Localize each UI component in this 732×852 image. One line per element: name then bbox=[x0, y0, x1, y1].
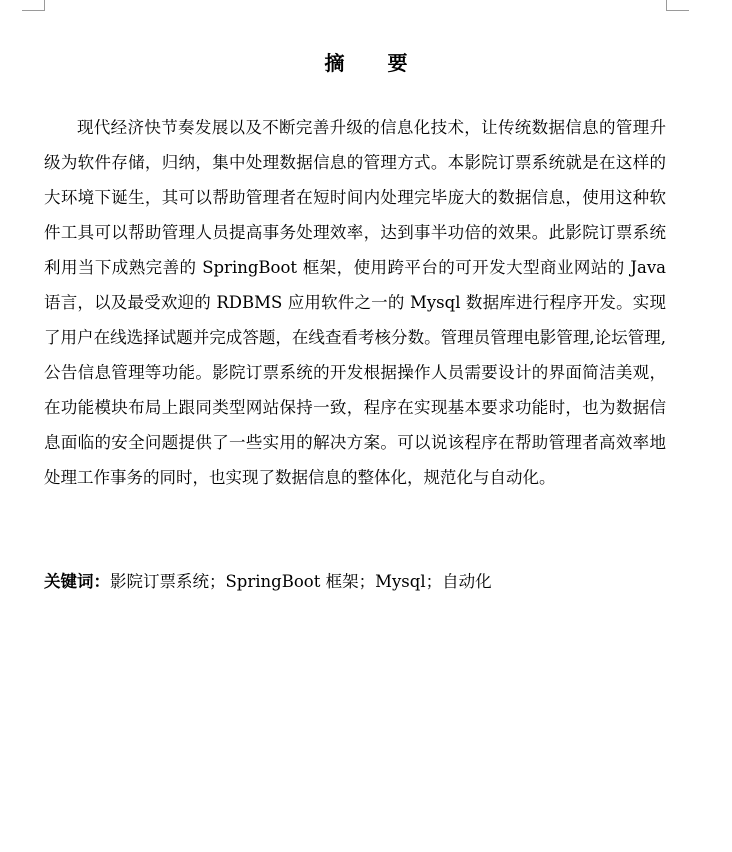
keywords-label: 关键词： bbox=[44, 572, 110, 591]
page-corner-mark-right bbox=[666, 0, 689, 11]
keywords-line bbox=[44, 568, 666, 596]
abstract-title: 摘 要 bbox=[324, 51, 426, 75]
abstract-paragraph: 现代经济快节奏发展以及不断完善升级的信息化技术，让传统数据信息的管理升级为软件存储，归纳，集中处理数据信息的管理方式。本影院订票系统就是在这样的大环境下诞生，其可以帮助管理者在短时间内处理完毕庞大的数据信息，使用这种软件工具可以帮助管理人员提高事务处理效率，达到事半功倍的效果。此影院订票系统利用当下成熟完善的 SpringBoot 框架，使用跨平台的可开发大型商业网站的 Java 语言，以及最受欢迎的 RDBMS 应用软件之一的 Mysql 数据库进行程序开发。实现了用户在线选择试题并完成答题，在线查看考核分数。管理员管理电影管理,论坛管理,公告信息管理等功能。影院订票系统的开发根据操作人员需要设计的界面简洁美观，在功能模块布局上跟同类型网站保持一致，程序在实现基本要求功能时，也为数据信息面临的安全问题提供了一些实用的解决方案。可以说该程序在帮助管理者高效率地处理工作事务的同时，也实现了数据信息的整体化，规范化与自动化。 bbox=[44, 118, 666, 487]
page-corner-mark-left bbox=[22, 0, 45, 11]
keywords-text: 影院订票系统；SpringBoot 框架；Mysql；自动化 bbox=[110, 572, 492, 591]
